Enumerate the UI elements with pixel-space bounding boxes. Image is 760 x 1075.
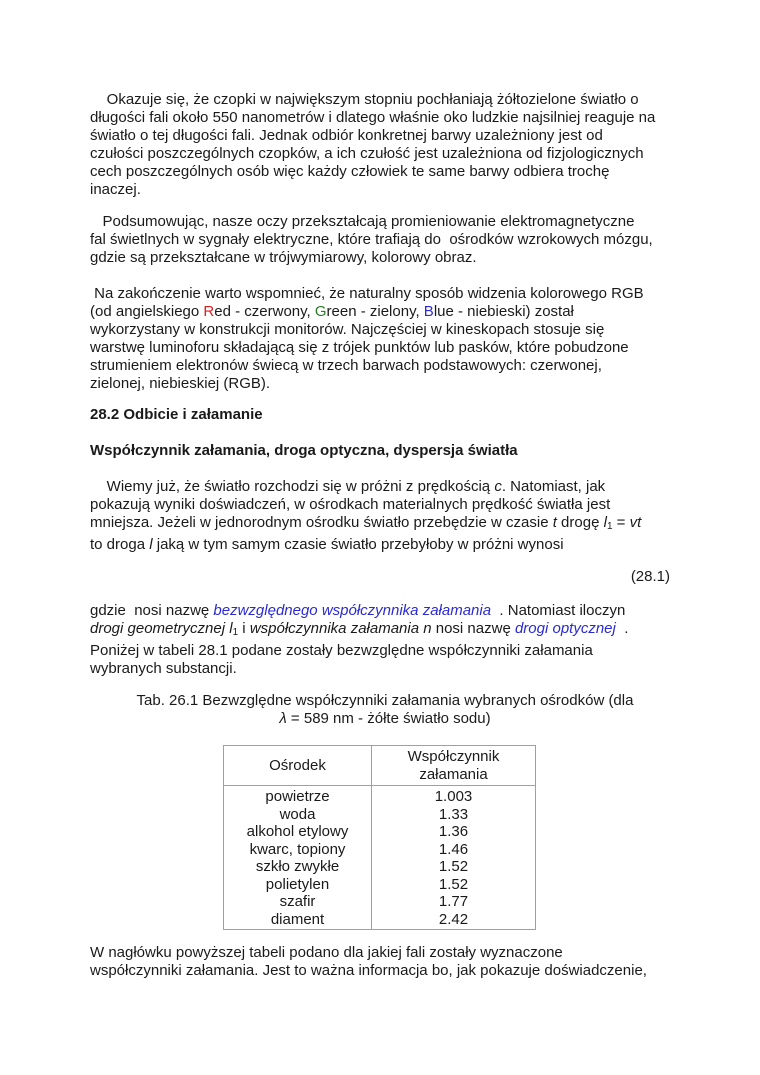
text-line: Na zakończenie warto wspomnieć, że naturalny sposób widzenia kolorowego RGB [90, 285, 644, 302]
text: reen - zielony, [326, 303, 424, 320]
term-absolute-refractive-index[interactable]: bezwzględnego współczynnika załamania [213, 602, 492, 619]
text: drogę [556, 514, 604, 531]
text: = [612, 514, 630, 531]
text-line: fal świetlnych w sygnały elektryczne, które trafiają do ośrodków wzrokowych mózgu, [90, 231, 653, 248]
refractive-index-table [223, 745, 536, 930]
text: (od angielskiego [90, 303, 204, 320]
text-line: cech poszczególnych osób więc każdy człowiek te same barwy odbiera trochę [90, 163, 610, 180]
text-line [90, 514, 680, 536]
text: jaką w tym samym czasie światło przebyłoby w próżni wynosi [152, 536, 564, 553]
symbol-vt: vt [629, 514, 642, 531]
red-letter: R [203, 303, 215, 320]
text: . Natomiast iloczyn [491, 602, 626, 619]
cell-medium: diament [224, 911, 372, 930]
text-line: W nagłówku powyższej tabeli podano dla jakiej fali zostały wyznaczone [90, 944, 563, 961]
text-line [90, 478, 680, 496]
symbol-l: l [149, 536, 153, 553]
text: = 589 nm - żółte światło sodu) [286, 710, 491, 727]
cell-medium: woda [224, 806, 372, 824]
cell-coefficient: 1.46 [372, 841, 536, 859]
paragraph-wavelength-note [90, 944, 680, 980]
text: współczynnika załamania n [249, 620, 432, 637]
text: mniejsza. Jeżeli w jednorodnym ośrodku światło przebędzie w czasie [90, 514, 553, 531]
text: gdzie nosi nazwę [90, 602, 214, 619]
text-line: Okazuje się, że czopki w największym stopniu pochłaniają żółtozielone światło o [90, 91, 639, 108]
caption-line: Tab. 26.1 Bezwzględne współczynniki załamania wybranych ośrodków (dla [136, 692, 634, 709]
table-row [224, 841, 536, 859]
text-line: światło o tej długości fali. Jednak odbiór konkretnej barwy uzależniony jest od [90, 127, 603, 144]
symbol-l: l [229, 620, 233, 637]
equation-row [90, 568, 680, 586]
subscript: 1 [606, 521, 613, 532]
text: lue - niebieski) został [433, 303, 574, 320]
symbol-c: c [494, 478, 502, 495]
column-header-medium: Ośrodek [224, 746, 372, 786]
paragraph-cones-sensitivity [90, 91, 680, 199]
text-line [90, 602, 680, 620]
table-header-row [224, 746, 536, 786]
paragraph-light-speed [90, 478, 680, 554]
cell-coefficient: 1.52 [372, 858, 536, 876]
text-line: inaczej. [90, 181, 141, 198]
column-header-coefficient: Współczynnik załamania [372, 746, 536, 786]
paragraph-summary [90, 213, 680, 267]
cell-coefficient: 1.52 [372, 876, 536, 894]
text-line [90, 536, 680, 554]
table-row [224, 786, 536, 806]
blue-letter: B [423, 303, 434, 320]
equation-number: (28.1) [630, 568, 670, 585]
text-line: gdzie są przekształcane w trójwymiarowy, kolorowy obraz. [90, 249, 477, 266]
cell-coefficient: 1.36 [372, 823, 536, 841]
cell-medium: kwarc, topiony [224, 841, 372, 859]
text-line: Poniżej w tabeli 28.1 podane zostały bezwzględne współczynniki załamania [90, 642, 593, 659]
text-line-rgb [90, 303, 680, 321]
table-row [224, 876, 536, 894]
text: Wiemy już, że światło rozchodzi się w próżni z prędkością [90, 478, 495, 495]
text-line: zielonej, niebieskiej (RGB). [90, 375, 271, 392]
symbol-lambda: λ [279, 710, 287, 727]
table-row [224, 858, 536, 876]
text-line: strumieniem elektronów świecą w trzech barwach podstawowych: czerwonej, [90, 357, 602, 374]
cell-medium: szkło zwykłe [224, 858, 372, 876]
caption-line [90, 710, 680, 728]
section-heading: 28.2 Odbicie i załamanie [90, 406, 263, 423]
text-line: warstwę luminoforu składającą się z trójek punktów lub pasków, które pobudzone [90, 339, 629, 356]
text: ed - czerwony, [214, 303, 315, 320]
cell-medium: powietrze [224, 786, 372, 806]
cell-medium: alkohol etylowy [224, 823, 372, 841]
text: nosi nazwę [431, 620, 515, 637]
text-line: czułości poszczególnych czopków, a ich czułość jest uzależniona od fizjologicznych [90, 145, 644, 162]
cell-coefficient: 1.003 [372, 786, 536, 806]
cell-medium: polietylen [224, 876, 372, 894]
cell-medium: szafir [224, 893, 372, 911]
cell-coefficient: 1.77 [372, 893, 536, 911]
text-line: współczynniki załamania. Jest to ważna informacja bo, jak pokazuje doświadczenie, [90, 962, 647, 979]
table-row [224, 823, 536, 841]
table-caption [90, 692, 680, 728]
text-line [90, 620, 680, 642]
text-line: pokazują wyniki doświadczeń, w ośrodkach materialnych prędkość światła jest [90, 496, 611, 513]
text: drogi geometrycznej [90, 620, 230, 637]
cell-coefficient: 1.33 [372, 806, 536, 824]
table-row [224, 893, 536, 911]
text-line: Podsumowując, nasze oczy przekształcają promieniowanie elektromagnetyczne [90, 213, 635, 230]
text: to droga [90, 536, 150, 553]
text-line: wybranych substancji. [90, 660, 237, 677]
symbol-l: l [603, 514, 607, 531]
text: i [238, 620, 250, 637]
green-letter: G [314, 303, 327, 320]
term-optical-path[interactable]: drogi optycznej [514, 620, 616, 637]
symbol-t: t [552, 514, 557, 531]
text: . Natomiast, jak [501, 478, 606, 495]
text-line: wykorzystany w konstrukcji monitorów. Najczęściej w kineskopach stosuje się [90, 321, 605, 338]
subscript: 1 [232, 627, 239, 638]
text-line: długości fali około 550 nanometrów i dlatego właśnie oko ludzkie najsilniej reaguje na [90, 109, 656, 126]
text: . [615, 620, 629, 637]
paragraph-rgb [90, 285, 680, 393]
cell-coefficient: 2.42 [372, 911, 536, 930]
table-row [224, 911, 536, 930]
paragraph-refractive-index [90, 602, 680, 678]
subsection-heading: Współczynnik załamania, droga optyczna, dyspersja światła [90, 442, 518, 459]
table-row [224, 806, 536, 824]
